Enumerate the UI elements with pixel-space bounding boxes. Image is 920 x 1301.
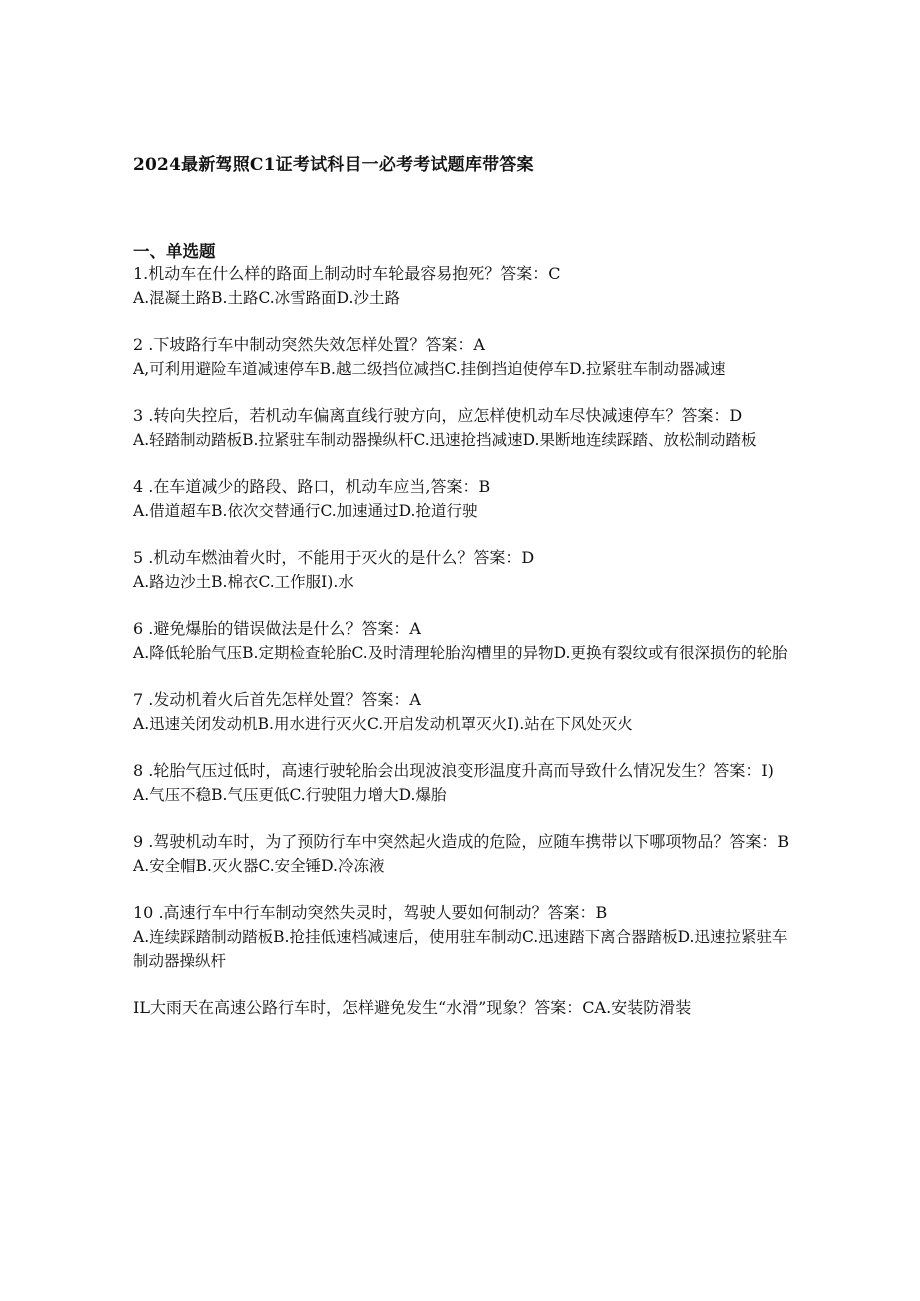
question-item [133, 617, 793, 665]
question-options: A.迅速关闭发动机B.用水进行灭火C.开启发动机罩灭火I).站在下风处灭火 [133, 715, 633, 733]
question-options: A.轻踏制动踏板B.拉紧驻车制动器操纵杆C.迅速抢挡减速D.果断地连续踩踏、放松制动踏板 [133, 431, 757, 449]
question-text: IL大雨天在高速公路行车时，怎样避免发生“水滑”现象？答案：CA.安装防滑装 [133, 998, 692, 1017]
question-options: A,可利用避险车道减速停车B.越二级挡位减挡C.挂倒挡迫使停车D.拉紧驻车制动器减速 [133, 360, 726, 378]
question-options: A.气压不稳B.气压更低C.行驶阻力增大D.爆胎 [133, 786, 447, 804]
question-text: 3 .转向失控后，若机动车偏离直线行驶方向，应怎样使机动车尽快减速停车？答案：D [133, 406, 743, 425]
question-text: 4 .在车道减少的路段、路口，机动车应当,答案：B [133, 477, 491, 496]
question-item [133, 996, 793, 1020]
question-list [133, 262, 793, 1043]
question-text: 1.机动车在什么样的路面上制动时车轮最容易抱死？答案：C [133, 264, 561, 283]
question-text: 5 .机动车燃油着火时，不能用于灭火的是什么？答案：D [133, 548, 535, 567]
question-item [133, 262, 793, 310]
question-options: A.安全帽B.灭火器C.安全锤D.冷冻液 [133, 857, 385, 875]
question-item [133, 688, 793, 736]
question-item [133, 901, 793, 973]
question-item [133, 830, 793, 878]
document-title: 2024最新驾照C1证考试科目一必考考试题库带答案 [133, 155, 534, 175]
question-text: 7 .发动机着火后首先怎样处置？答案：A [133, 690, 421, 709]
question-options: A.路边沙土B.棉衣C.工作服I).水 [133, 573, 354, 591]
question-options: A.借道超车B.依次交替通行C.加速通过D.抢道行驶 [133, 502, 478, 520]
question-options: A.连续踩踏制动踏板B.抢挂低速档减速后，使用驻车制动C.迅速踏下离合器踏板D.迅速拉紧驻车制动器操纵杆 [133, 928, 788, 970]
question-options: A.降低轮胎气压B.定期检查轮胎C.及时清理轮胎沟槽里的异物D.更换有裂纹或有很深损伤的轮胎 [133, 644, 788, 662]
question-text: 6 .避免爆胎的错误做法是什么？答案：A [133, 619, 421, 638]
question-item [133, 759, 793, 807]
question-options: A.混凝土路B.土路C.冰雪路面D.沙土路 [133, 289, 400, 307]
question-text: 9 .驾驶机动车时，为了预防行车中突然起火造成的危险，应随车携带以下哪项物品？答案：B [133, 832, 790, 851]
question-text: 8 .轮胎气压过低时，高速行驶轮胎会出现波浪变形温度升高而导致什么情况发生？答案：I) [133, 761, 774, 780]
section-heading: 一、单选题 [133, 242, 216, 261]
question-text: 2 .下坡路行车中制动突然失效怎样处置？答案：A [133, 335, 485, 354]
question-item [133, 546, 793, 594]
question-item [133, 475, 793, 523]
question-text: 10 .高速行车中行车制动突然失灵时，驾驶人要如何制动？答案：B [133, 903, 608, 922]
question-item [133, 404, 793, 452]
question-item [133, 333, 793, 381]
